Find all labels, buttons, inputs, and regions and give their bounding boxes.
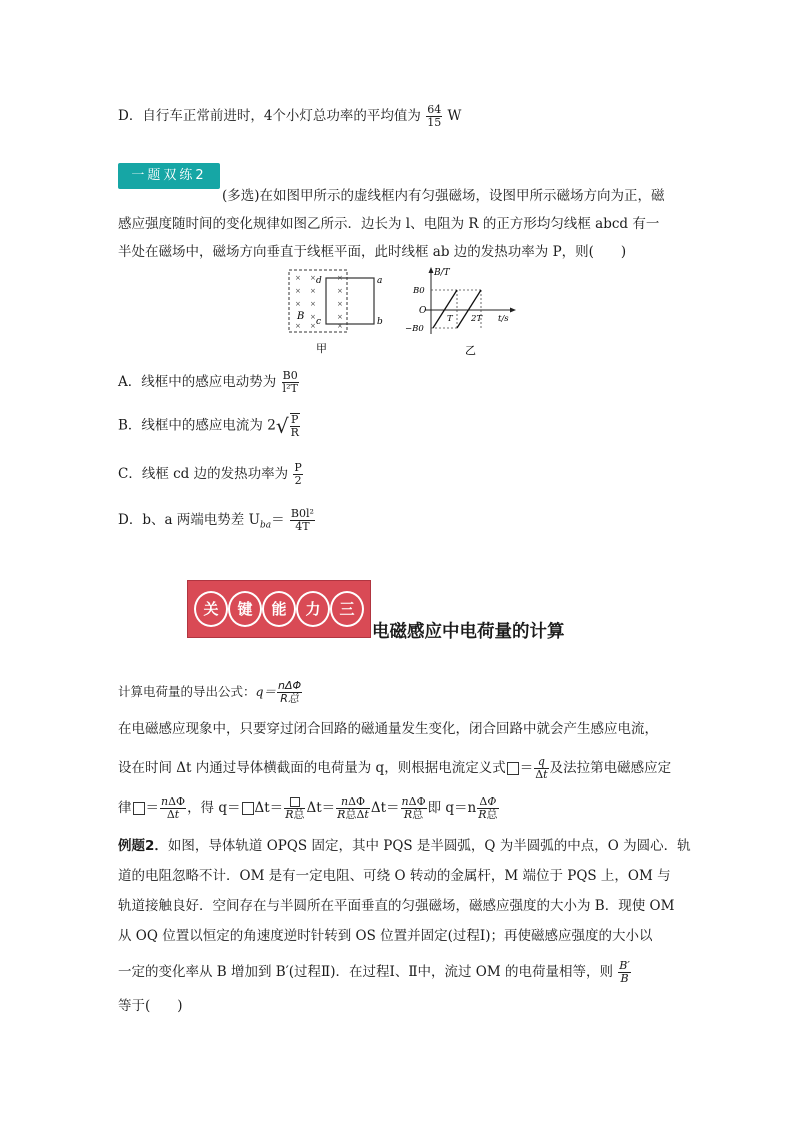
e-symbol-box xyxy=(133,802,145,815)
figure-yi xyxy=(403,264,523,356)
fraction: $\frac{P}{2}$ xyxy=(294,461,302,487)
example-line-2: 道的电阻忽略不计．OM 是有一定电阻、可绕 O 转动的金属杆，M 端位于 PQS 上，OM 与 xyxy=(118,868,671,884)
fraction: $\frac{B'}{B}$ xyxy=(619,959,630,985)
label-neg-b0: −B0 xyxy=(405,324,424,334)
label-t: T xyxy=(447,314,453,324)
example-label: 例题2． xyxy=(118,838,168,854)
example-line-4: 从 OQ 位置以恒定的角速度逆时针转到 OS 位置并固定(过程Ⅰ)；再使磁感应强度的大小以 xyxy=(118,928,653,944)
practice-badge: 一题双练2 xyxy=(118,163,220,189)
label-B: B xyxy=(297,311,305,322)
x-label: t/s xyxy=(498,314,509,324)
caption-jia: 甲 xyxy=(316,342,327,355)
question-line-2: 感应强度随时间的变化规律如图乙所示．边长为 l、电阻为 R 的正方形均匀线框 abcd 有一 xyxy=(118,216,660,232)
svg-text:×: × xyxy=(295,287,301,295)
label-c: c xyxy=(316,317,322,327)
svg-text:×: × xyxy=(337,300,343,308)
para-line-2: 设在时间 Δt 内通过导体横截面的电荷量为 q，则根据电流定义式 ＝ $\frac{q}{\Delta t}$ 及法拉第电磁感应定 xyxy=(118,755,672,781)
formula-intro: 计算电荷量的导出公式：q＝ $\frac{\text{nΔΦ}}{\text{R总}}$ xyxy=(118,679,302,705)
i-symbol-box xyxy=(507,762,519,775)
fraction: $\frac{\text{B0l²}}{4T}$ xyxy=(290,507,314,533)
svg-text:×: × xyxy=(295,322,301,330)
b-line-1 xyxy=(433,290,457,328)
para-line-3: 律 ＝ $\frac{\text{nΔΦ}}{\Delta t}$ ，得 q＝ Δt＝ R总 Δt＝ $\frac{\text{nΔΦ}}{\text{R总Δt}}$ Δt＝ $\frac{\text{nΔΦ}}{\text{R总}}$ 即 q＝n $\frac{\Delta\Phi}{\text{R总}}$ xyxy=(118,795,498,821)
option-d: D．b、a 两端电势差 $U_{ba}=$ $\frac{\text{B0l²}}{4T}$ xyxy=(118,507,314,533)
svg-text:×: × xyxy=(337,274,343,282)
svg-text:×: × xyxy=(337,322,343,330)
question-line-1: (多选)在如图甲所示的虚线框内有匀强磁场，设图甲所示磁场方向为正，磁 xyxy=(222,188,665,204)
svg-text:×: × xyxy=(310,287,316,295)
para-line-1: 在电磁感应现象中，只要穿过闭合回路的磁通量发生变化，闭合回路中就会产生感应电流， xyxy=(118,721,658,737)
fraction: $\frac{q}{\Delta t}$ xyxy=(535,755,548,781)
y-arrow xyxy=(429,267,434,273)
coil-frame xyxy=(326,278,374,324)
fraction: $\frac{64}{15}$ xyxy=(427,103,442,129)
option-text: D．自行车正常前进时，4个小灯总功率的平均值为 xyxy=(118,108,421,124)
sqrt-symbol: √ xyxy=(275,414,289,438)
option-d-prev xyxy=(118,104,461,129)
caption-yi: 乙 xyxy=(465,344,476,356)
section-title: 电磁感应中电荷量的计算 xyxy=(372,622,565,642)
svg-text:×: × xyxy=(295,300,301,308)
label-d: d xyxy=(316,276,322,286)
example-line-6: 等于( ) xyxy=(118,998,183,1014)
svg-text:×: × xyxy=(310,300,316,308)
x-arrow xyxy=(510,308,516,313)
example-line-1: 例题2．如图，导体轨道 OPQS 固定，其中 PQS 是半圆弧，Q 为半圆弧的中点，O 为圆心．轨 xyxy=(118,838,691,854)
fraction: $\frac{B0}{\text{l²T}}$ xyxy=(282,369,298,395)
y-label: B/T xyxy=(434,268,450,278)
svg-text:×: × xyxy=(337,313,343,321)
unit: W xyxy=(447,108,462,124)
question-line-3: 半处在磁场中，磁场方向垂直于线框平面，此时线框 ab 边的发热功率为 P，则( ) xyxy=(118,244,627,260)
svg-text:×: × xyxy=(310,322,316,330)
figure-jia xyxy=(286,268,396,356)
label-b0: B0 xyxy=(413,286,425,296)
svg-text:×: × xyxy=(310,274,316,282)
svg-text:×: × xyxy=(310,313,316,321)
svg-text:×: × xyxy=(295,274,301,282)
fraction: $\frac{P}{R}$ xyxy=(290,413,299,439)
example-line-5: 一定的变化率从 B 增加到 B′(过程Ⅱ)．在过程Ⅰ、Ⅱ中，流过 OM 的电荷量相等，则 $\frac{B'}{B}$ xyxy=(118,959,630,985)
label-a: a xyxy=(377,276,383,286)
option-c: C．线框 cd 边的发热功率为 $\frac{P}{2}$ xyxy=(118,461,302,487)
svg-text:×: × xyxy=(337,287,343,295)
fraction: $\frac{\text{nΔΦ}}{\text{R总}}$ xyxy=(278,679,302,705)
option-b: B．线框中的感应电流为 2√ $\frac{P}{R}$ xyxy=(118,413,299,439)
label-2t: 2T xyxy=(471,314,483,324)
label-o: O xyxy=(419,306,427,316)
example-line-3: 轨道接触良好．空间存在与半圆所在平面垂直的匀强磁场，磁感应强度的大小为 B．现使 OM xyxy=(118,898,675,914)
section-badge: 关 键 能 力 三 xyxy=(187,580,371,638)
option-a: A．线框中的感应电动势为 $\frac{B0}{\text{l²T}}$ xyxy=(118,369,298,395)
label-b: b xyxy=(377,317,383,327)
